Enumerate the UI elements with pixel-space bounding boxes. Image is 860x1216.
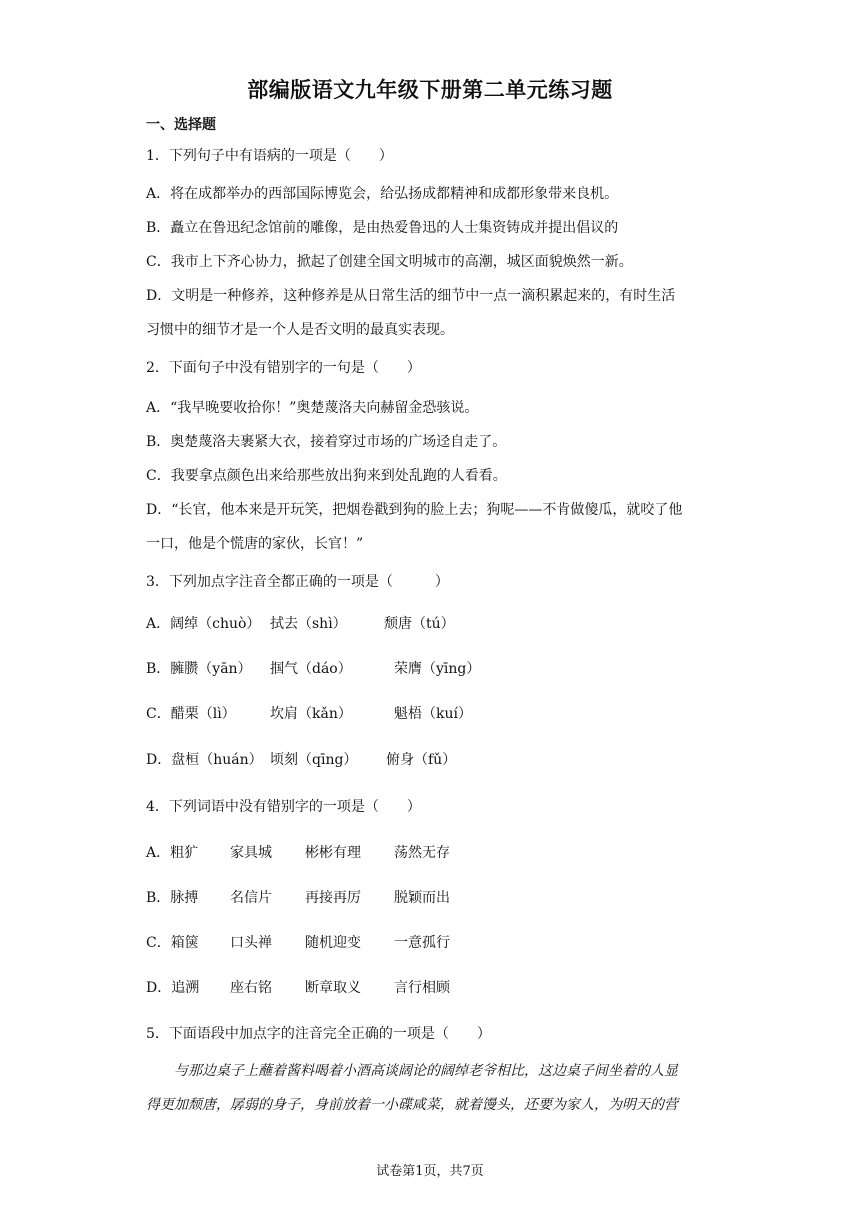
option-part: C．醋栗（lì） <box>146 706 236 722</box>
question-2-option-d-line2: 一口，他是个慌唐的家伙，长官！” <box>146 536 364 552</box>
question-4-option-c <box>146 933 718 953</box>
option-part: 掴气（dáo） <box>270 661 352 677</box>
option-part: 一意孤行 <box>394 935 450 951</box>
option-part: 顷刻（qīng） <box>270 752 358 768</box>
question-3-stem: 3．下列加点字注音全都正确的一项是（ ） <box>146 574 449 590</box>
question-2-option-c: C．我要拿点颜色出来给那些放出狗来到处乱跑的人看看。 <box>146 468 507 484</box>
option-part: 脱颖而出 <box>394 890 450 906</box>
option-part: A．阔绰（chuò） <box>146 616 261 632</box>
question-4-stem: 4．下列词语中没有错别字的一项是（ ） <box>146 799 421 815</box>
question-2-option-b: B．奥楚蔑洛夫裹紧大衣，接着穿过市场的广场迳自走了。 <box>146 434 507 450</box>
question-5-stem: 5．下面语段中加点字的注音完全正确的一项是（ ） <box>146 1026 491 1042</box>
question-3-option-b <box>146 659 718 679</box>
option-part: 魁梧（kuí） <box>394 706 472 722</box>
option-part: 座右铭 <box>230 980 272 996</box>
question-4-option-d <box>146 978 718 998</box>
question-1-option-d-line2: 习惯中的细节才是一个人是否文明的最真实表现。 <box>146 322 454 338</box>
document-title: 部编版语文九年级下册第二单元练习题 <box>247 78 613 102</box>
option-part: 彬彬有理 <box>305 845 361 861</box>
question-5-passage-line1: 与那边桌子上蘸着酱料喝着小酒高谈阔论的阔绰老爷相比，这边桌子间坐着的人显 <box>174 1063 678 1079</box>
option-part: B．脉搏 <box>146 890 199 906</box>
option-part: 拭去（shì） <box>270 616 347 632</box>
option-part: 颓唐（tú） <box>384 616 455 632</box>
question-1-option-a: A．将在成都举办的西部国际博览会，给弘扬成都精神和成都形象带来良机。 <box>146 186 619 202</box>
question-1-option-c: C．我市上下齐心协力，掀起了创建全国文明城市的高潮，城区面貌焕然一新。 <box>146 254 633 270</box>
question-5-passage-line2: 得更加颓唐，孱弱的身子，身前放着一小碟咸菜，就着馒头，还要为家人，为明天的营 <box>146 1097 678 1113</box>
option-part: C．箱箧 <box>146 935 199 951</box>
option-part: 言行相顾 <box>394 980 450 996</box>
question-3-option-c <box>146 704 718 724</box>
question-1-stem: 1．下列句子中有语病的一项是（ ） <box>146 148 393 164</box>
option-part: 荣膺（yīng） <box>394 661 481 677</box>
option-part: 荡然无存 <box>394 845 450 861</box>
option-part: B．臃臜（yān） <box>146 661 252 677</box>
question-2-option-d-line1: D．“长官，他本来是开玩笑，把烟卷戳到狗的脸上去；狗呢——不肯做傻瓜，就咬了他 <box>146 502 683 518</box>
option-part: 俯身（fǔ） <box>386 752 457 768</box>
page-footer: 试卷第1页，共7页 <box>376 1164 484 1179</box>
option-part: 随机迎变 <box>305 935 361 951</box>
option-part: D．盘桓（huán） <box>146 752 263 768</box>
option-part: 名信片 <box>230 890 272 906</box>
question-1-option-d-line1: D．文明是一种修养，这种修养是从日常生活的细节中一点一滴积累起来的，有时生活 <box>146 288 676 304</box>
question-4-option-b <box>146 888 718 908</box>
question-3-option-a <box>146 614 718 634</box>
option-part: 再接再厉 <box>305 890 361 906</box>
question-2-stem: 2．下面句子中没有错别字的一句是（ ） <box>146 360 421 376</box>
question-2-option-a: A．“我早晚要收拾你！”奥楚蔑洛夫向赫留金恐骇说。 <box>146 400 479 416</box>
section-heading: 一、选择题 <box>146 117 216 133</box>
question-4-option-a <box>146 843 718 863</box>
option-part: 口头禅 <box>230 935 272 951</box>
question-3-option-d <box>146 750 718 770</box>
option-part: 断章取义 <box>305 980 361 996</box>
option-part: 家具城 <box>230 845 272 861</box>
option-part: D．追溯 <box>146 980 200 996</box>
option-part: 坎肩（kǎn） <box>270 706 352 722</box>
question-1-option-b: B．矗立在鲁迅纪念馆前的雕像，是由热爱鲁迅的人士集资铸成并提出倡议的 <box>146 220 619 236</box>
option-part: A．粗犷 <box>146 845 199 861</box>
